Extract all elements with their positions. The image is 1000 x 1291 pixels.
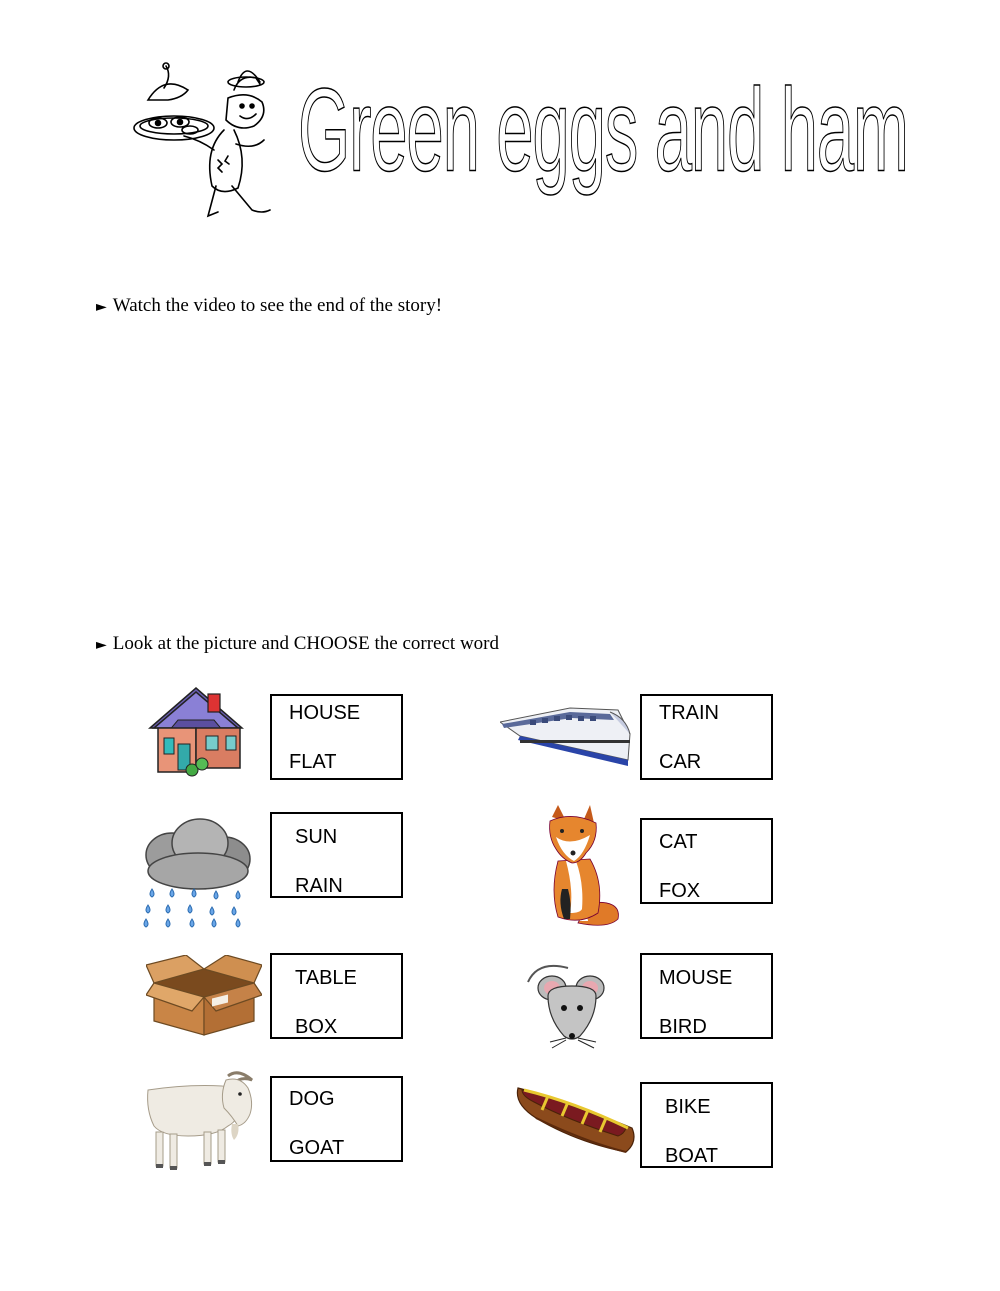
train-icon bbox=[500, 700, 634, 772]
rain-cloud-icon bbox=[138, 815, 258, 929]
box-icon bbox=[146, 955, 262, 1037]
word-box-fox bbox=[640, 818, 773, 904]
watch-instruction-text: Watch the video to see the end of the story! bbox=[112, 295, 443, 316]
page-title: Green eggs and ham bbox=[298, 64, 908, 196]
choice-option[interactable]: BOX bbox=[295, 1016, 338, 1038]
choice-option[interactable]: TRAIN bbox=[659, 702, 719, 724]
goat-icon bbox=[142, 1068, 260, 1172]
choice-option[interactable]: BIRD bbox=[659, 1016, 707, 1038]
word-box-rain bbox=[270, 812, 403, 898]
choice-option[interactable]: SUN bbox=[295, 826, 338, 848]
choice-option[interactable]: FOX bbox=[659, 880, 701, 902]
bullet-icon: ► bbox=[96, 299, 107, 315]
choice-option[interactable]: CAR bbox=[659, 751, 702, 773]
choice-option[interactable]: GOAT bbox=[289, 1137, 345, 1159]
word-box-mouse bbox=[640, 953, 773, 1039]
choice-option[interactable]: CAT bbox=[659, 831, 698, 853]
word-box-house bbox=[270, 694, 403, 780]
word-box-box bbox=[270, 953, 403, 1039]
choice-option[interactable]: BOAT bbox=[665, 1145, 718, 1167]
choice-option[interactable]: FLAT bbox=[289, 751, 337, 773]
sam-i-am-waiter-icon bbox=[128, 60, 288, 228]
word-box-goat bbox=[270, 1076, 403, 1162]
choose-instruction bbox=[96, 633, 499, 655]
choose-instruction-text: Look at the picture and CHOOSE the correct word bbox=[112, 633, 499, 654]
word-box-boat bbox=[640, 1082, 773, 1168]
bullet-icon: ► bbox=[96, 637, 107, 653]
watch-instruction bbox=[96, 295, 442, 317]
choice-option[interactable]: RAIN bbox=[295, 875, 343, 897]
choice-option[interactable]: DOG bbox=[289, 1088, 335, 1110]
choice-option[interactable]: BIKE bbox=[665, 1096, 711, 1118]
boat-icon bbox=[514, 1082, 636, 1162]
choice-option[interactable]: MOUSE bbox=[659, 967, 733, 989]
word-box-train bbox=[640, 694, 773, 780]
fox-icon bbox=[540, 803, 620, 927]
choice-option[interactable]: TABLE bbox=[295, 967, 357, 989]
house-icon bbox=[142, 682, 252, 780]
choice-option[interactable]: HOUSE bbox=[289, 702, 361, 724]
mouse-icon bbox=[526, 962, 610, 1050]
